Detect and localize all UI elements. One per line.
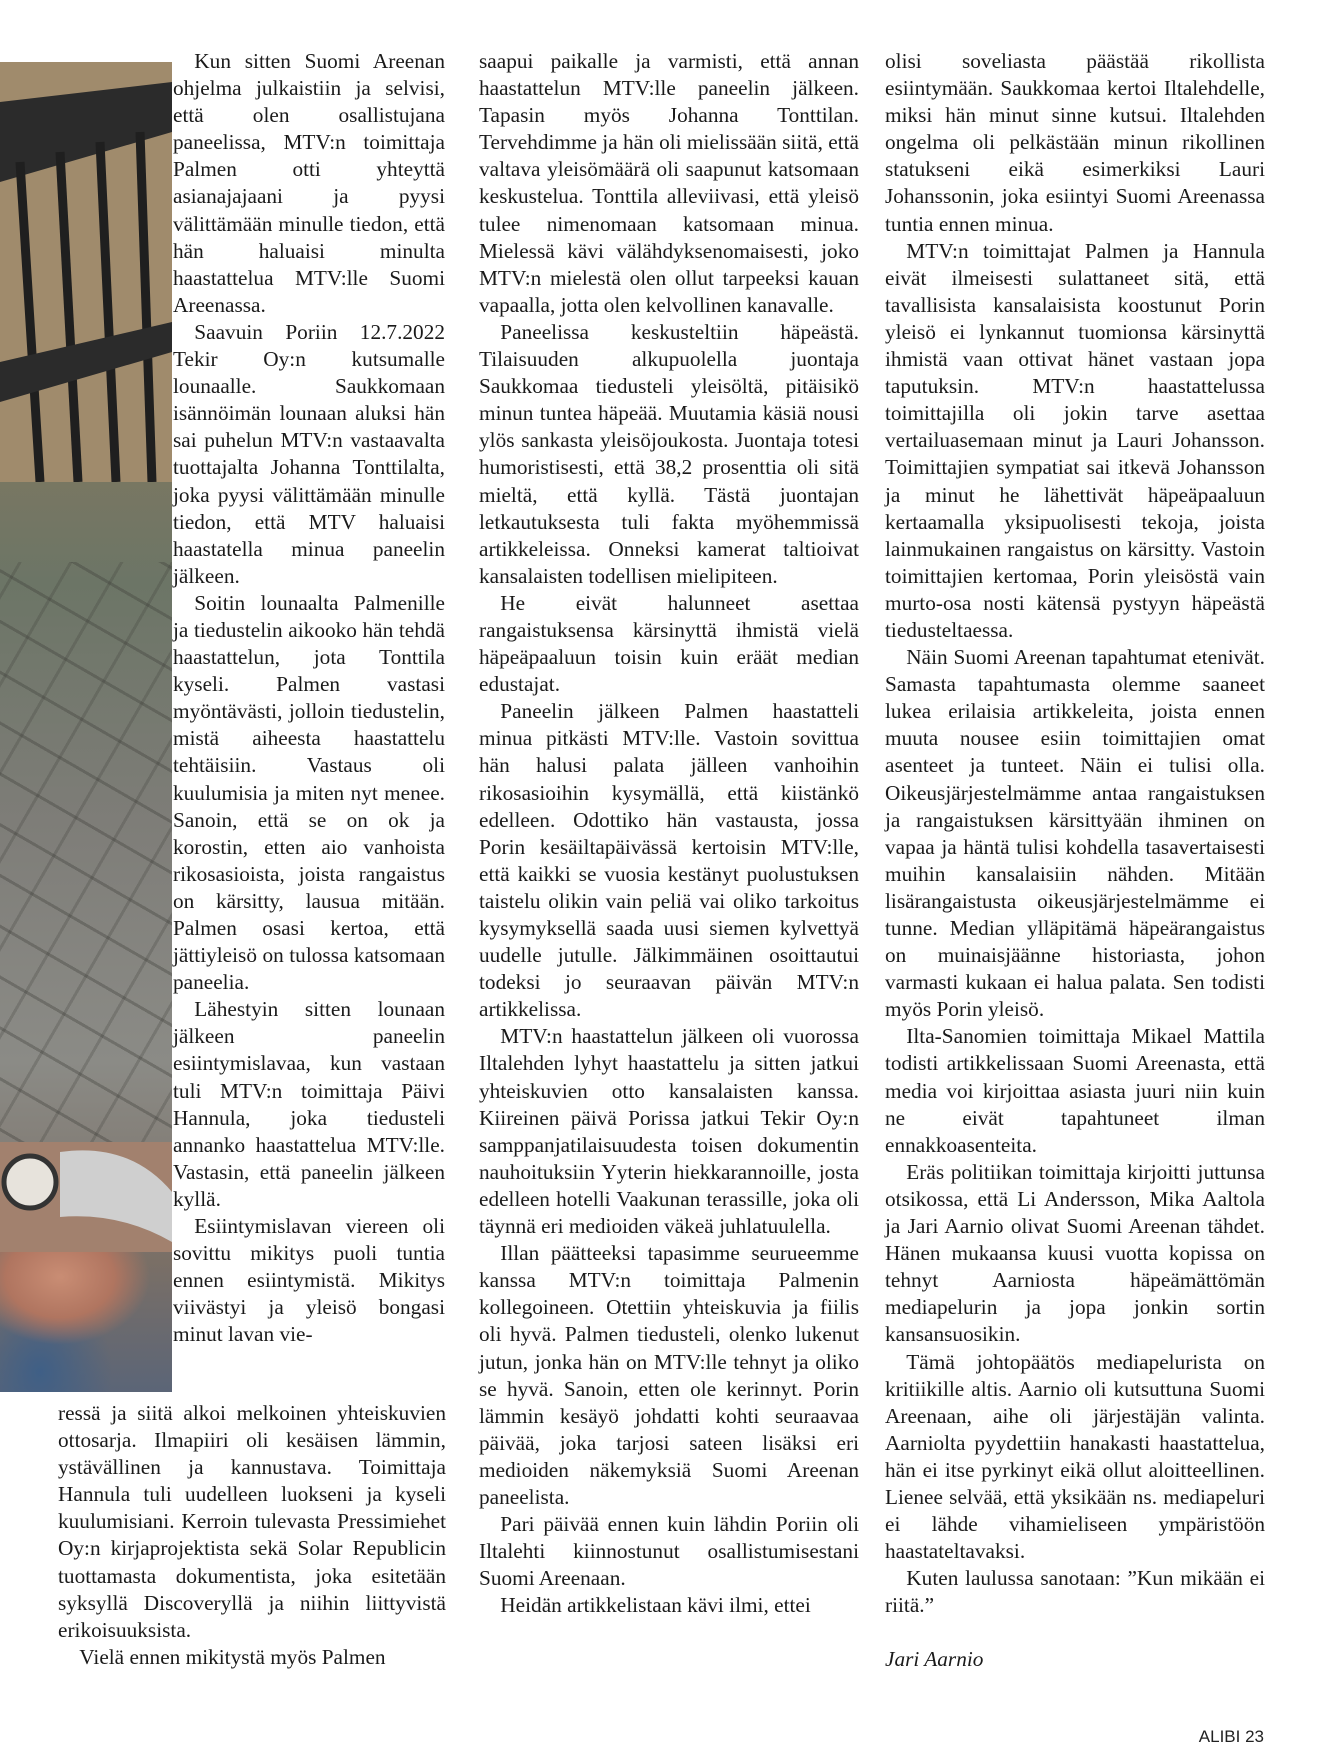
paragraph: Paneelin jälkeen Palmen haastatteli minua pitkästi MTV:lle. Vastoin sovittua hän halusi palata jälleen vanhoihin rikosasioihin kysymällä, että kiistänkö edelleen. Odottiko hän vastausta, jossa Porin kesäiltapäivässä kertoisin MTV:lle, että kaikki se vuosia kestänyt puolustuksen taistelu olikin vain peliä vai oliko tarkoitus kysymyksellä saada uusi siemen kylvettyä uudelle jutulle. Jälkimmäinen osoittautui todeksi jo seuraavan päivän MTV:n artikkelissa. [479,699,859,1022]
paragraph: Soitin lounaalta Palmenille ja tiedustelin aikooko hän tehdä haastattelun, jota Tonttila kyseli. Palmen vastasi myöntävästi, jolloin tiedustelin, mistä aiheesta haastattelu tehtäisiin. Vastaus oli kuulumisia ja miten nyt menee. Sanoin, että se on ok ja korostin, etten aio vanhoista rikosasioista, joista rangaistus on kärsitty, lausua mitään. Palmen osasi kertoa, että jättiyleisö on tulossa katsomaan paneelia. [173,590,445,995]
paragraph: Saavuin Poriin 12.7.2022 Tekir Oy:n kutsumalle lounaalle. Saukkomaan isännöimän lounaan aluksi hän sai puhelun MTV:n vastaavalta tuottajalta Johanna Tonttilalta, joka pyysi välittämään minulle tiedon, että MTV haluaisi haastatella minua paneelin jälkeen. [173,319,445,588]
paragraph: Vielä ennen mikitystä myös Palmen [79,1644,386,1669]
paragraph: Heidän artikkelistaan kävi ilmi, ettei [500,1593,811,1618]
paragraph: Näin Suomi Areenan tapahtumat etenivät. Samasta tapahtumasta olemme saaneet lukea erilaisia artikkeleita, joista ennen muuta nousee esiin toimittajien omat asenteet ja tunteet. Näin ei tulisi olla. Oikeusjärjestelmämme antaa rangaistuksen ja rangaistuksen kärsittyään ihminen on vapaa ja häntä tulisi kohdella tasavertaisesti muihin kansalaisiin nähden. Mitään lisärangaistusta oikeusjärjestelmämme ei tunne. Median ylläpitämä häpeärangaistus on muinaisjäänne historiasta, johon varmasti kukaan ei halua palata. Sen todisti myös Porin yleisö. [885,645,1265,1022]
paragraph: ressä ja siitä alkoi melkoinen yhteiskuvien ottosarja. Ilmapiiri oli kesäisen lämmin, ystävällinen ja kannustava. Toimittaja Hannula tuli uudelleen luokseni ja kyseli kuulumisiani. Kerroin tulevasta Pressimiehet Oy:n kirjaprojektista sekä Solar Republicin tuottamasta dokumentista, joka esitetään syksyllä Discoveryllä ja niihin liittyvistä erikoisuuksista. [58,1401,446,1642]
article-column-1-bottom [58,1400,446,1671]
article-photo [0,62,172,1392]
paragraph: Lähestyin sitten lounaan jälkeen paneelin esiintymislavaa, kun vastaan tuli MTV:n toimittaja Päivi Hannula, joka tiedusteli annanko haastattelua MTV:lle. Vastasin, että paneelin jälkeen kyllä. [173,997,445,1211]
page-footer: ALIBI 23 [1198,1727,1264,1746]
paragraph: He eivät halunneet asettaa rangaistuksensa kärsinyttä ihmistä vielä häpeäpaaluun toisin kuin eräät median edustajat. [479,590,859,697]
paragraph: Esiintymislavan viereen oli sovittu mikitys puoli tuntia ennen esiintymistä. Mikitys viivästyi ja yleisö bongasi minut lavan vie- [173,1214,445,1347]
paragraph: Illan päätteeksi tapasimme seurueemme kanssa MTV:n toimittaja Palmenin kollegoineen. Otettiin yhteiskuvia ja fiilis oli hyvä. Palmen tiedusteli, olenko lukenut jutun, jonka hän on MTV:lle tehnyt ja oliko se hyvä. Sanoin, etten ole kerinnyt. Porin lämmin kesäyö johdatti kohti seuraavaa päivää, joka tarjosi sateen lisäksi eri medioiden näkemyksiä Suomi Areenan paneelista. [479,1241,859,1509]
paragraph: Tämä johtopäätös mediapelurista on kritiikille altis. Aarnio oli kutsuttuna Suomi Areenaan, aihe oli järjestäjän valinta. Aarniolta pyydettiin hanakasti haastattelua, hän ei itse pyrkinyt eikä ollut aloitteellinen. Lienee selvää, että yksikään ns. mediapeluri ei lähde vihamieliseen ympäristöön haastateltavaksi. [885,1349,1265,1564]
paragraph: Kuten laulussa sanotaan: ”Kun mikään ei riitä.” [885,1566,1265,1618]
paragraph: Pari päivää ennen kuin lähdin Poriin oli Iltalehti kiinnostunut osallistumisestani Suomi Areenaan. [479,1512,859,1591]
paragraph: MTV:n haastattelun jälkeen oli vuorossa Iltalehden lyhyt haastattelu ja sitten jatkui yhteiskuvien otto kansalaisten kanssa. Kiireinen päivä Porissa jatkui Tekir Oy:n samppanjatilaisuudesta toisen dokumentin nauhoituksiin Yyterin hiekkarannoille, josta edelleen hotelli Vaakunan terassille, joka oli täynnä eri medioiden väkeä juhlatuulella. [479,1024,859,1239]
iron-fence-graphic [0,62,172,482]
paragraph: MTV:n toimittajat Palmen ja Hannula eivät ilmeisesti sulattaneet sitä, että tavallisista kansalaisista koostunut Porin yleisö ei lynkannut tuomionsa kärsinyttä ihmistä vaan ottivat hänet vastaan jopa taputuksin. MTV:n haastattelussa toimittajilla oli jokin tarve asettaa vertailuasemaan minut ja Lauri Johansson. Toimittajien sympatiat sai itkevä Johansson ja minut he lähettivät häpeäpaaluun kertaamalla yksipuolisesti tekoja, joista lainmukainen rangaistus on kärsitty. Vastoin toimittajien kertomaa, Porin yleisöstä vain murto-osa nosti kätensä pystyyn häpeästä tiedusteltaessa. [885,238,1265,642]
paragraph: olisi soveliasta päästää rikollista esiintymään. Saukkomaa kertoi Iltalehdelle, miksi hän minut sinne kutsui. Iltalehden ongelma oli pelkästään minun rikollinen statukseni eikä esimerkiksi Lauri Johanssonin, joka esiintyi Suomi Areenassa tuntia ennen minua. [885,49,1265,236]
wristwatch-graphic [0,1132,172,1252]
article-column-3 [885,48,1265,1674]
paragraph: Ilta-Sanomien toimittaja Mikael Mattila todisti artikkelissaan Suomi Areenasta, että media voi kirjoittaa asiasta juuri niin kuin ne eivät tapahtuneet ilman ennakkoasenteita. [885,1024,1265,1157]
paragraph: saapui paikalle ja varmisti, että annan haastattelun MTV:lle paneelin jälkeen. Tapasin myös Johanna Tonttilan. Tervehdimme ja hän oli mielissään siitä, että valtava yleisömäärä oli saapunut katsomaan keskustelua. Tonttila alleviivasi, että yleisö tulee nimenomaan katsomaan minua. Mielessä kävi välähdyksenomaisesti, joko MTV:n mielestä olen ollut tarpeeksi kauan vapaalla, jotta olen kelvollinen kanavalle. [479,49,859,317]
article-column-1 [173,48,445,1349]
paving-stones [0,562,172,1182]
author-signature: Jari Aarnio [885,1647,984,1672]
paragraph: Paneelissa keskusteltiin häpeästä. Tilaisuuden alkupuolella juontaja Saukkomaa tiedusteli yleisöltä, pitäisikö minun tuntea häpeää. Muutamia käsiä nousi ylös sankasta yleisöjoukosta. Juontaja totesi humoristisesti, että 38,2 prosenttia oli sitä mieltä, että kyllä. Tästä juontajan letkautuksesta tuli fakta myöhemmissä artikkeleissa. Onneksi kamerat taltioivat kansalaisten todellisen mielipiteen. [479,319,859,588]
article-column-2 [479,48,859,1619]
paragraph: Eräs politiikan toimittaja kirjoitti juttunsa otsikossa, että Li Andersson, Mika Aaltola ja Jari Aarnio olivat Suomi Areenan tähdet. Hänen mukaansa kuusi vuotta kopissa on tehnyt Aarniosta häpeämättömän mediapelurin ja jopa jonkin sortin kansansuosikin. [885,1159,1265,1347]
paragraph: Kun sitten Suomi Areenan ohjelma julkaistiin ja selvisi, että olen osallistujana paneelissa, MTV:n toimittaja Palmen otti yhteyttä asianajajaani ja pyysi välittämään minulle tiedon, että hän haluaisi minulta haastattelua MTV:lle Suomi Areenassa. [173,49,445,317]
